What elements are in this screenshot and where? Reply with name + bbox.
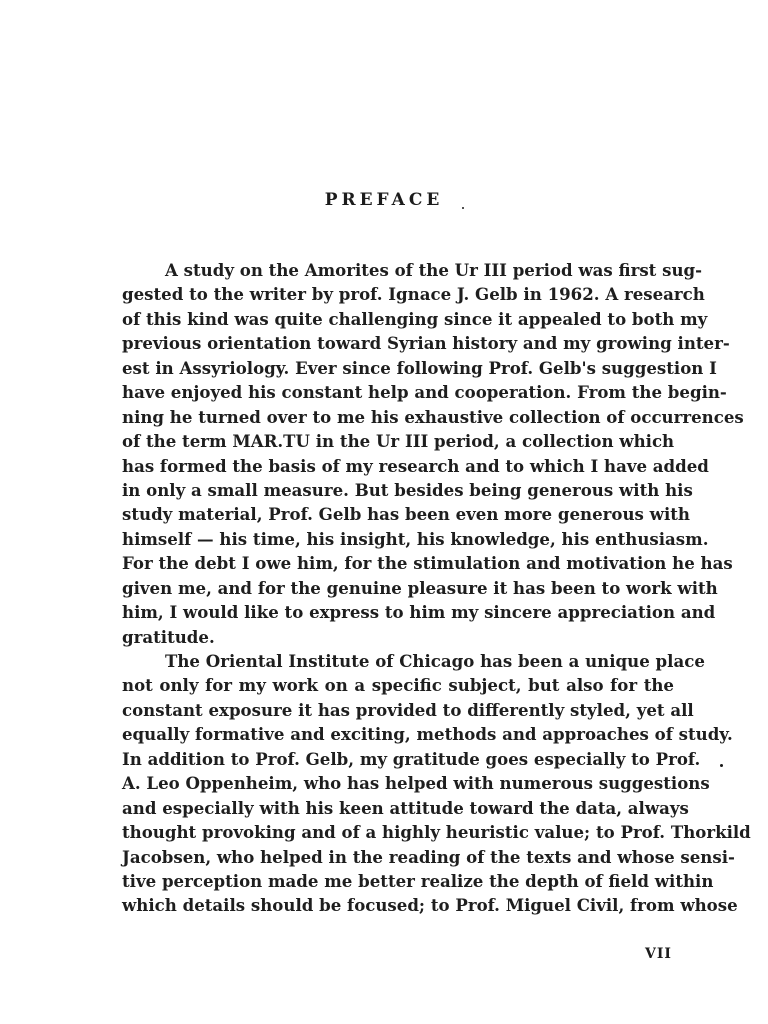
text-line: of the term MAR.TU in the Ur III period, a collection which [122,431,675,452]
text-line: not only for my work on a specific subject, but also for the [122,675,674,696]
text-line: gested to the writer by prof. Ignace J. Gelb in 1962. A research [122,284,705,305]
text-line: which details should be focused; to Prof. Miguel Civil, from whose [122,895,738,916]
text-line: est in Assyriology. Ever since following Prof. Gelb's suggestion I [122,357,717,378]
text-line: A. Leo Oppenheim, who has helped with numerous suggestions [122,773,710,794]
text-line: A study on the Amorites of the Ur III period was first sug- [165,260,703,280]
preface-body [122,258,751,918]
text-line: previous orientation toward Syrian history and my growing inter- [122,333,730,354]
text-line: equally formative and exciting, methods and approaches of study. [122,724,733,745]
text-line: in only a small measure. But besides being generous with his [122,479,693,500]
text-line: and especially with his keen attitude toward the data, always [122,797,689,818]
text-line: given me, and for the genuine pleasure it has been to work with [122,577,718,598]
text-line: has formed the basis of my research and to which I have added [122,455,709,476]
scan-speck [720,764,723,767]
text-line: In addition to Prof. Gelb, my gratitude goes especially to Prof. [122,748,701,769]
scan-speck [462,207,464,209]
text-line: ning he turned over to me his exhaustive collection of occurrences [122,406,744,427]
text-line: The Oriental Institute of Chicago has been a unique place [165,651,705,671]
text-line: gratitude. [122,626,215,647]
text-line: thought provoking and of a highly heuristic value; to Prof. Thorkild [122,822,751,843]
text-line: tive perception made me better realize the depth of field within [122,870,714,891]
text-line: For the debt I owe him, for the stimulation and motivation he has [122,553,733,574]
page-number: VII [645,946,672,962]
page-title: PREFACE [324,190,444,210]
text-line: constant exposure it has provided to differently styled, yet all [122,699,694,720]
text-line: of this kind was quite challenging since it appealed to both my [122,308,708,329]
text-line: have enjoyed his constant help and cooperation. From the begin- [122,382,727,403]
text-line: himself — his time, his insight, his knowledge, his enthusiasm. [122,528,709,549]
text-line: Jacobsen, who helped in the reading of the texts and whose sensi- [122,846,735,867]
text-line: him, I would like to express to him my sincere appreciation and [122,602,716,623]
paragraph [122,258,744,649]
text-line: study material, Prof. Gelb has been even more generous with [122,504,690,525]
paragraph [122,649,751,918]
